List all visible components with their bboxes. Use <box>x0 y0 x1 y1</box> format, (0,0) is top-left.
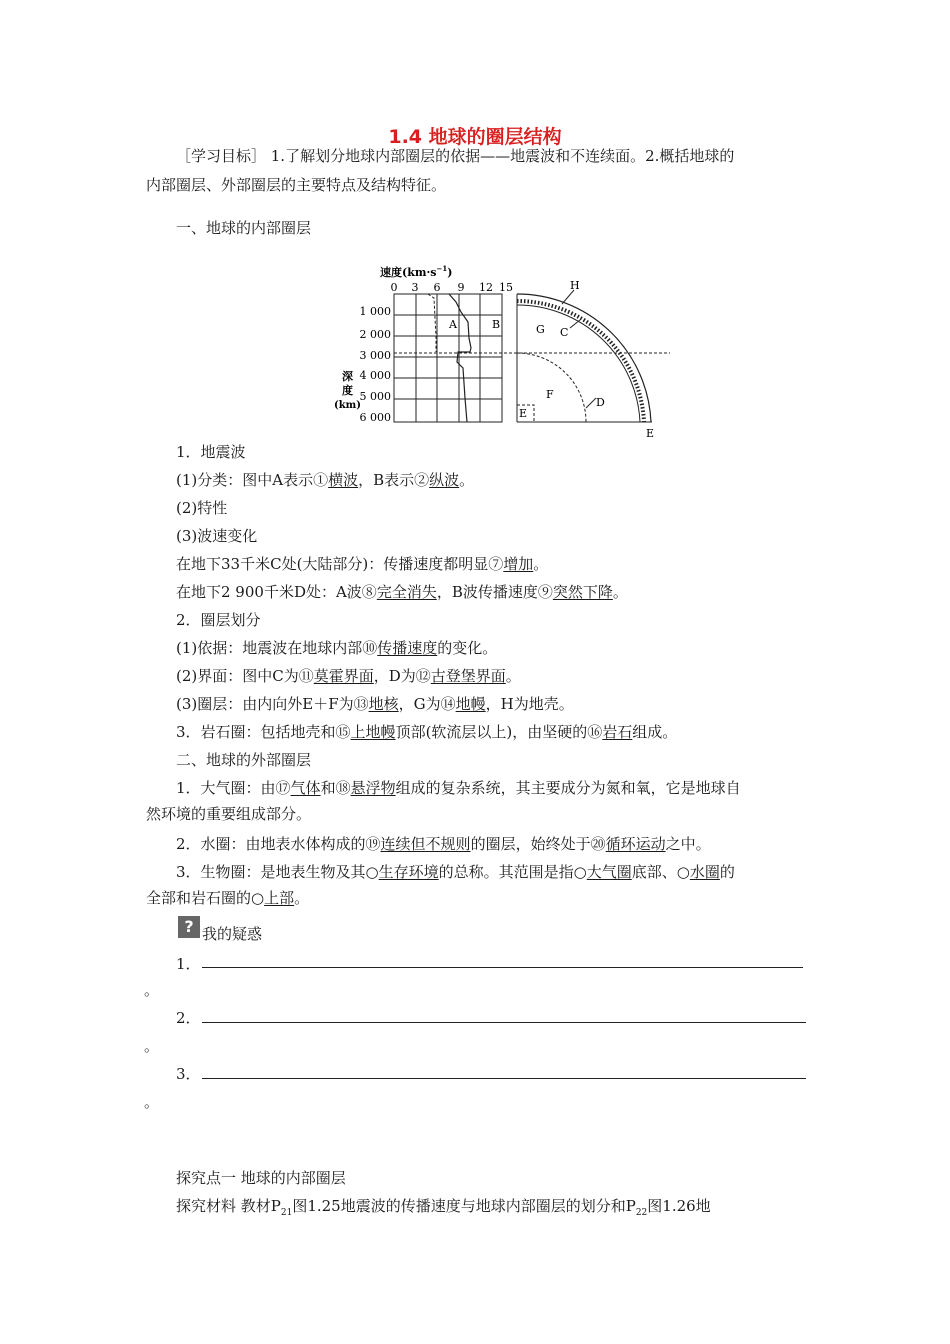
division-interfaces: (2)界面：图中C为⑪莫霍界面，D为⑫古登堡界面。 <box>176 667 521 685</box>
learning-objectives-line1: ［学习目标］ 1.了解划分地球内部圈层的依据——地震波和不连续面。2.概括地球的 <box>176 147 735 165</box>
page-title: 1.4 地球的圈层结构 <box>388 126 562 148</box>
x-tick: 6 <box>433 281 441 294</box>
y-tick: 3 000 <box>359 349 391 362</box>
earth-structure-figure <box>330 258 670 443</box>
doubts-title: 我的疑惑 <box>202 925 263 943</box>
label-b: B <box>492 318 501 331</box>
wave-b-curve <box>449 294 471 422</box>
y-tick: 6 000 <box>359 411 391 424</box>
label-e-outer: E <box>646 427 655 440</box>
x-tick: 0 <box>390 281 398 294</box>
doubt-item-2-label: 2． <box>176 1009 201 1027</box>
y-tick: 4 000 <box>359 369 391 382</box>
heading-layer-division: 2．圈层划分 <box>176 611 261 629</box>
label-h: H <box>570 279 580 292</box>
division-layers: (3)圈层：由内向外E＋F为⑬地核，G为⑭地幔，H为地壳。 <box>176 695 574 713</box>
moho-speed-change: 在地下33千米C处(大陆部分)：传播速度都明显⑦增加。 <box>176 555 549 573</box>
biosphere-line2: 全部和岩石圈的○上部。 <box>146 889 310 907</box>
biosphere-line1: 3．生物圈：是地表生物及其○生存环境的总称。其范围是指○大气圈底部、○水圈的 <box>176 863 735 881</box>
doubt-item-2-end: 。 <box>144 1037 160 1055</box>
division-basis: (1)依据：地震波在地球内部⑩传播速度的变化。 <box>176 639 498 657</box>
y-tick: 5 000 <box>359 390 391 403</box>
doubt-item-1-end: 。 <box>144 981 160 999</box>
label-a: A <box>449 318 457 331</box>
depth-label-3: (km) <box>334 400 361 411</box>
doubt-item-2-blank[interactable] <box>202 1022 806 1023</box>
gutenberg-speed-change: 在地下2 900千米D处：A波⑧完全消失，B波传播速度⑨突然下降。 <box>176 583 628 601</box>
hydrosphere: 2．水圈：由地表水体构成的⑲连续但不规则的圈层，始终处于⑳循环运动之中。 <box>176 835 711 853</box>
label-e-inner: E <box>519 407 528 420</box>
depth-label-2: 度 <box>342 384 353 397</box>
label-f: F <box>546 388 554 401</box>
leader-d <box>586 398 596 408</box>
atmosphere-line1: 1．大气圈：由⑰气体和⑱悬浮物组成的复杂系统，其主要成分为氮和氧，它是地球自 <box>176 779 741 797</box>
wave-classification: (1)分类：图中A表示①横波，B表示②纵波。 <box>176 471 475 489</box>
y-tick: 1 000 <box>359 305 391 318</box>
section-heading-internal: 一、地球的内部圈层 <box>176 219 312 237</box>
x-tick: 9 <box>457 281 465 294</box>
wave-speed-change: (3)波速变化 <box>176 527 258 545</box>
doubt-item-3-end: 。 <box>144 1093 160 1111</box>
lithosphere: 3．岩石圈：包括地壳和⑮上地幔顶部(软流层以上)，由坚硬的⑯岩石组成。 <box>176 723 678 741</box>
depth-label-1: 深 <box>342 370 353 383</box>
question-icon: ? <box>178 916 200 938</box>
leader-h <box>562 290 574 304</box>
wave-a-curve <box>428 294 436 352</box>
label-d: D <box>596 396 605 409</box>
doubt-item-1-blank[interactable] <box>202 967 803 968</box>
explore-point-heading: 探究点一 地球的内部圈层 <box>176 1169 346 1187</box>
chart-frame <box>394 294 502 422</box>
x-tick: 15 <box>499 281 513 294</box>
x-tick: 12 <box>479 281 493 294</box>
doubt-item-3-blank[interactable] <box>202 1078 806 1079</box>
wave-properties: (2)特性 <box>176 499 228 517</box>
doubt-item-3-label: 3． <box>176 1065 201 1083</box>
learning-objectives-line2: 内部圈层、外部圈层的主要特点及结构特征。 <box>146 176 447 194</box>
section-heading-external: 二、地球的外部圈层 <box>176 751 312 769</box>
speed-axis-label: 速度$(km\cdot s^{-1})$ <box>380 264 453 279</box>
crust-outer-arc <box>517 294 651 422</box>
label-g: G <box>536 323 545 336</box>
y-tick: 2 000 <box>359 328 391 341</box>
label-c: C <box>560 326 569 339</box>
leader-c <box>570 320 580 328</box>
doubt-item-1-label: 1． <box>176 955 201 973</box>
explore-material: 探究材料 教材$P_{21}$图1.25地震波的传播速度与地球内部圈层的划分和$P_{22}$图1.26地 <box>176 1197 711 1218</box>
atmosphere-line2: 然环境的重要组成部分。 <box>146 805 312 823</box>
x-tick: 3 <box>411 281 419 294</box>
heading-seismic-waves: 1．地震波 <box>176 443 246 461</box>
crust-hatched-band <box>517 301 644 422</box>
